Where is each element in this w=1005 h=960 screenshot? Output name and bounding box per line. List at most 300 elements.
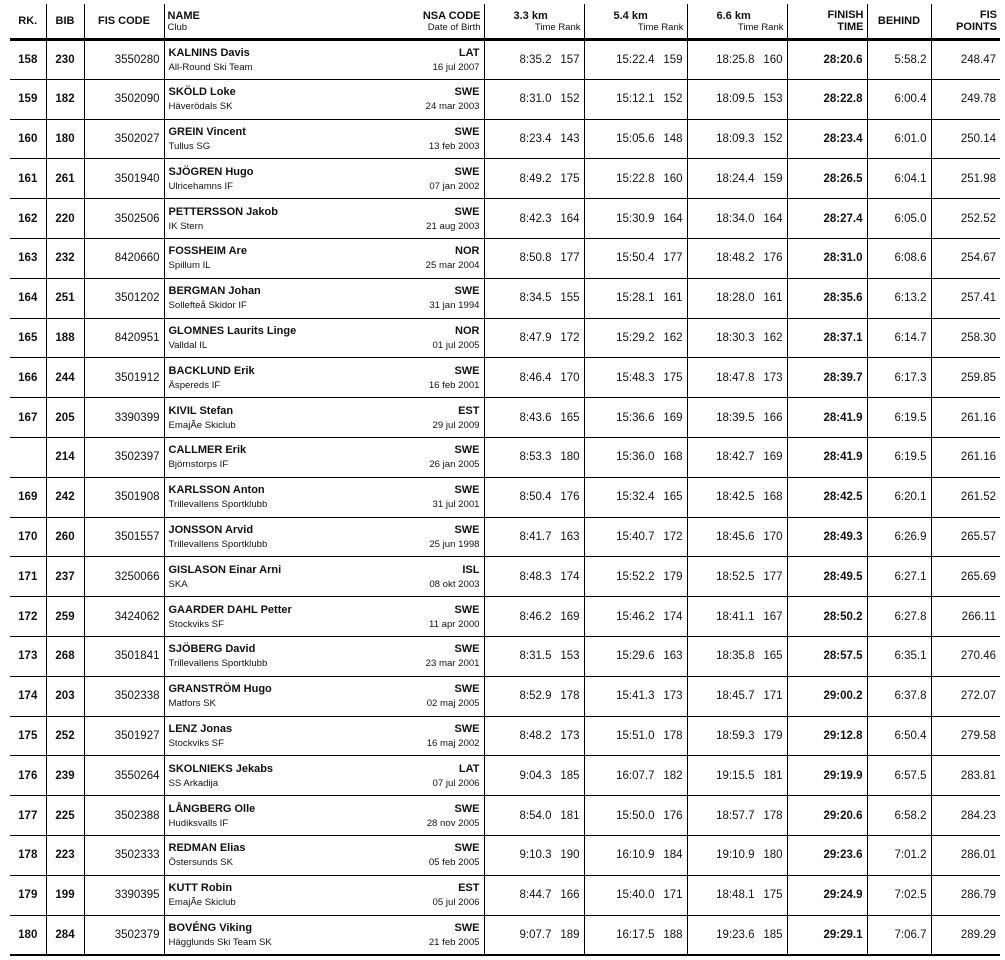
split3-time: 18:09.5	[716, 93, 755, 106]
split3-time: 18:59.3	[716, 729, 755, 742]
behind-cell: 6:04.1	[867, 159, 931, 199]
rank-cell: 178	[10, 835, 46, 875]
split3-time: 18:41.1	[716, 610, 755, 623]
behind-cell: 6:58.2	[867, 796, 931, 836]
date-of-birth: 07 jul 2006	[432, 777, 480, 789]
finish-time-cell: 28:20.6	[787, 40, 867, 80]
split3-time: 18:42.7	[716, 451, 755, 464]
athlete-name: GAARDER DAHL Petter	[168, 603, 292, 616]
athlete-name: KUTT Robin	[168, 882, 233, 895]
date-of-birth: 01 jul 2005	[432, 339, 480, 351]
athlete-name: SJÖBERG David	[168, 643, 256, 656]
split2-cell	[584, 636, 687, 676]
split2-time: 15:50.4	[616, 252, 655, 265]
athlete-name: KALNINS Davis	[168, 46, 250, 59]
fis-points-cell: 249.78	[931, 79, 1000, 119]
nsa-code: SWE	[454, 86, 480, 99]
split2-time: 15:51.0	[616, 729, 655, 742]
athlete-name: GISLASON Einar Arni	[168, 563, 282, 576]
header-points-label: POINTS	[956, 21, 997, 33]
split1-cell	[484, 119, 584, 159]
athlete-name: SKÖLD Loke	[168, 86, 236, 99]
fis-code-cell: 3502090	[84, 79, 164, 119]
split2-rank: 182	[663, 769, 683, 782]
split1-rank: 170	[560, 371, 580, 384]
date-of-birth: 16 maj 2002	[426, 737, 480, 749]
rank-cell: 160	[10, 119, 46, 159]
header-split1-sub: Time Rank	[534, 21, 581, 33]
split2-time: 15:46.2	[616, 610, 655, 623]
bib-cell: 223	[46, 835, 84, 875]
split2-rank: 152	[663, 93, 683, 106]
split3-cell	[687, 796, 787, 836]
rank-cell: 170	[10, 517, 46, 557]
club-name: Sollefteå Skidor IF	[168, 300, 247, 312]
nsa-code: NOR	[455, 245, 480, 258]
split2-rank: 169	[663, 411, 683, 424]
behind-cell: 5:58.2	[867, 40, 931, 80]
fis-code-cell: 3502027	[84, 119, 164, 159]
header-nsa-label: NSA CODE	[422, 9, 481, 22]
split2-time: 15:41.3	[616, 690, 655, 703]
date-of-birth: 28 nov 2005	[426, 817, 480, 829]
split1-cell	[484, 318, 584, 358]
split1-rank: 143	[560, 132, 580, 145]
split3-time: 18:42.5	[716, 491, 755, 504]
date-of-birth: 11 apr 2000	[429, 618, 480, 630]
athlete-name: BOVÉNG Viking	[168, 921, 253, 934]
header-fis-code	[84, 4, 164, 40]
split2-time: 15:32.4	[616, 491, 655, 504]
split1-cell	[484, 517, 584, 557]
split1-rank: 153	[560, 650, 580, 663]
split2-time: 15:52.2	[616, 570, 655, 583]
split3-rank: 153	[763, 93, 783, 106]
club-name: SKA	[168, 578, 188, 590]
split1-time: 8:31.5	[519, 650, 552, 663]
club-name: EmajÃe Skiclub	[168, 419, 236, 431]
split3-cell	[687, 477, 787, 517]
fis-code-cell: 3550264	[84, 756, 164, 796]
split3-cell	[687, 557, 787, 597]
split2-cell	[584, 676, 687, 716]
header-finish	[787, 4, 867, 40]
fis-code-cell: 3250066	[84, 557, 164, 597]
split3-rank: 159	[763, 172, 783, 185]
rank-cell: 173	[10, 636, 46, 676]
fis-code-cell: 3390399	[84, 398, 164, 438]
split2-time: 15:29.6	[616, 650, 655, 663]
split2-cell	[584, 278, 687, 318]
behind-cell: 7:02.5	[867, 875, 931, 915]
split1-time: 9:04.3	[519, 769, 552, 782]
header-bib	[46, 4, 84, 40]
split3-cell	[687, 636, 787, 676]
split1-cell	[484, 437, 584, 477]
club-name: Trillevallens Sportklubb	[168, 499, 268, 511]
split1-rank: 185	[560, 769, 580, 782]
split1-rank: 174	[560, 570, 580, 583]
fis-code-cell: 3501908	[84, 477, 164, 517]
table-row	[10, 477, 1000, 517]
results-table	[10, 4, 1000, 956]
fis-points-cell: 258.30	[931, 318, 1000, 358]
fis-points-cell: 252.52	[931, 199, 1000, 239]
split1-rank: 178	[560, 690, 580, 703]
date-of-birth: 05 jul 2006	[432, 897, 480, 909]
header-finish-label: FINISH	[827, 9, 864, 21]
date-of-birth: 05 feb 2005	[428, 857, 480, 869]
athlete-cell	[164, 119, 484, 159]
finish-time-cell: 28:37.1	[787, 318, 867, 358]
split2-time: 16:17.5	[616, 928, 655, 941]
table-row	[10, 915, 1000, 955]
athlete-cell	[164, 875, 484, 915]
club-name: Trillevallens Sportklubb	[168, 538, 268, 550]
split3-rank: 160	[763, 53, 783, 66]
fis-points-cell: 251.98	[931, 159, 1000, 199]
rank-cell: 175	[10, 716, 46, 756]
split2-rank: 163	[663, 650, 683, 663]
date-of-birth: 02 maj 2005	[426, 698, 480, 710]
split2-time: 15:12.1	[616, 93, 655, 106]
split1-cell	[484, 835, 584, 875]
rank-cell: 163	[10, 238, 46, 278]
table-row	[10, 119, 1000, 159]
split2-rank: 175	[663, 371, 683, 384]
split1-time: 8:48.3	[519, 570, 552, 583]
rank-cell: 166	[10, 358, 46, 398]
split1-time: 9:07.7	[519, 928, 552, 941]
split3-cell	[687, 875, 787, 915]
split3-cell	[687, 79, 787, 119]
split3-cell	[687, 915, 787, 955]
club-name: Äspereds IF	[168, 379, 221, 391]
finish-time-cell: 29:12.8	[787, 716, 867, 756]
split1-time: 8:31.0	[519, 93, 552, 106]
date-of-birth: 23 mar 2001	[425, 658, 480, 670]
split1-cell	[484, 79, 584, 119]
split3-time: 18:09.3	[716, 132, 755, 145]
split1-rank: 175	[560, 172, 580, 185]
bib-cell: 242	[46, 477, 84, 517]
nsa-code: LAT	[458, 762, 480, 775]
split3-rank: 164	[763, 212, 783, 225]
split2-cell	[584, 477, 687, 517]
behind-cell: 6:57.5	[867, 756, 931, 796]
fis-points-cell: 279.58	[931, 716, 1000, 756]
split2-rank: 148	[663, 132, 683, 145]
split1-time: 8:34.5	[519, 292, 552, 305]
nsa-code: SWE	[454, 484, 480, 497]
nsa-code: SWE	[454, 683, 480, 696]
split3-time: 18:45.6	[716, 530, 755, 543]
behind-cell: 6:26.9	[867, 517, 931, 557]
finish-time-cell: 28:23.4	[787, 119, 867, 159]
athlete-cell	[164, 557, 484, 597]
club-name: Östersunds SK	[168, 857, 234, 869]
split1-rank: 180	[560, 451, 580, 464]
split3-time: 18:34.0	[716, 212, 755, 225]
split3-time: 18:25.8	[716, 53, 755, 66]
fis-points-cell: 270.46	[931, 636, 1000, 676]
athlete-name: LENZ Jonas	[168, 722, 233, 735]
table-row	[10, 875, 1000, 915]
athlete-cell	[164, 278, 484, 318]
bib-cell: 182	[46, 79, 84, 119]
header-club-label: Club	[167, 21, 188, 33]
split3-cell	[687, 437, 787, 477]
split2-cell	[584, 716, 687, 756]
athlete-cell	[164, 437, 484, 477]
split1-cell	[484, 40, 584, 80]
split2-rank: 179	[663, 570, 683, 583]
behind-cell: 6:00.4	[867, 79, 931, 119]
split1-time: 8:46.4	[519, 371, 552, 384]
date-of-birth: 24 mar 2003	[425, 101, 480, 113]
club-name: Valldal IL	[168, 339, 208, 351]
fis-code-cell: 3424062	[84, 597, 164, 637]
header-split2	[584, 4, 687, 40]
finish-time-cell: 29:24.9	[787, 875, 867, 915]
behind-cell: 6:13.2	[867, 278, 931, 318]
fis-points-cell: 250.14	[931, 119, 1000, 159]
split3-cell	[687, 597, 787, 637]
fis-points-cell: 257.41	[931, 278, 1000, 318]
fis-code-cell: 3501557	[84, 517, 164, 557]
finish-time-cell: 28:49.5	[787, 557, 867, 597]
split3-cell	[687, 756, 787, 796]
header-behind-label: BEHIND	[877, 15, 921, 27]
table-row	[10, 358, 1000, 398]
split1-cell	[484, 597, 584, 637]
split2-cell	[584, 119, 687, 159]
bib-cell: 244	[46, 358, 84, 398]
split1-cell	[484, 238, 584, 278]
athlete-cell	[164, 676, 484, 716]
nsa-code: SWE	[454, 444, 480, 457]
split2-rank: 172	[663, 530, 683, 543]
rank-cell: 174	[10, 676, 46, 716]
fis-points-cell: 261.52	[931, 477, 1000, 517]
nsa-code: SWE	[454, 603, 480, 616]
split1-cell	[484, 199, 584, 239]
header-name	[164, 4, 484, 40]
nsa-code: NOR	[455, 324, 480, 337]
finish-time-cell: 28:57.5	[787, 636, 867, 676]
split2-rank: 188	[663, 928, 683, 941]
finish-time-cell: 28:41.9	[787, 398, 867, 438]
header-split3	[687, 4, 787, 40]
split2-cell	[584, 79, 687, 119]
table-row	[10, 318, 1000, 358]
split1-rank: 155	[560, 292, 580, 305]
split2-time: 15:05.6	[616, 132, 655, 145]
table-row	[10, 278, 1000, 318]
athlete-cell	[164, 238, 484, 278]
nsa-code: SWE	[454, 125, 480, 138]
table-row	[10, 398, 1000, 438]
athlete-cell	[164, 159, 484, 199]
split3-rank: 162	[763, 331, 783, 344]
rank-cell: 176	[10, 756, 46, 796]
rank-cell: 180	[10, 915, 46, 955]
table-row	[10, 238, 1000, 278]
split3-time: 19:23.6	[716, 928, 755, 941]
split3-rank: 178	[763, 809, 783, 822]
athlete-cell	[164, 398, 484, 438]
split1-cell	[484, 398, 584, 438]
fis-points-cell: 272.07	[931, 676, 1000, 716]
behind-cell: 6:14.7	[867, 318, 931, 358]
split2-time: 15:36.0	[616, 451, 655, 464]
split2-cell	[584, 835, 687, 875]
bib-cell: 237	[46, 557, 84, 597]
rank-cell: 167	[10, 398, 46, 438]
club-name: Trillevallens Sportklubb	[168, 658, 268, 670]
nsa-code: SWE	[454, 285, 480, 298]
athlete-name: BACKLUND Erik	[168, 364, 255, 377]
nsa-code: SWE	[454, 523, 480, 536]
split3-rank: 180	[763, 849, 783, 862]
split1-rank: 189	[560, 928, 580, 941]
split1-rank: 176	[560, 491, 580, 504]
split3-rank: 161	[763, 292, 783, 305]
split2-cell	[584, 238, 687, 278]
finish-time-cell: 28:50.2	[787, 597, 867, 637]
club-name: EmajÃe Skiclub	[168, 897, 236, 909]
bib-cell: 180	[46, 119, 84, 159]
split1-time: 8:49.2	[519, 172, 552, 185]
results-sheet	[10, 4, 1000, 956]
finish-time-cell: 28:41.9	[787, 437, 867, 477]
athlete-cell	[164, 358, 484, 398]
rank-cell: 159	[10, 79, 46, 119]
header-rank-label: RK.	[18, 15, 38, 27]
bib-cell: 239	[46, 756, 84, 796]
behind-cell: 6:27.8	[867, 597, 931, 637]
finish-time-cell: 29:00.2	[787, 676, 867, 716]
athlete-cell	[164, 915, 484, 955]
split1-time: 8:35.2	[519, 53, 552, 66]
header-split2-label: 5.4 km	[613, 9, 648, 22]
split1-time: 8:43.6	[519, 411, 552, 424]
split3-time: 18:28.0	[716, 292, 755, 305]
date-of-birth: 26 jan 2005	[429, 459, 480, 471]
split2-rank: 171	[663, 889, 683, 902]
athlete-cell	[164, 756, 484, 796]
finish-time-cell: 28:27.4	[787, 199, 867, 239]
club-name: Stockviks SF	[168, 618, 224, 630]
split2-cell	[584, 875, 687, 915]
club-name: Ulricehamns IF	[168, 180, 234, 192]
split3-time: 18:24.4	[716, 172, 755, 185]
rank-cell: 169	[10, 477, 46, 517]
date-of-birth: 29 jul 2009	[432, 419, 480, 431]
split3-time: 19:10.9	[716, 849, 755, 862]
bib-cell: 220	[46, 199, 84, 239]
nsa-code: SWE	[454, 364, 480, 377]
athlete-name: SJÖGREN Hugo	[168, 165, 254, 178]
finish-time-cell: 29:19.9	[787, 756, 867, 796]
split1-time: 8:44.7	[519, 889, 552, 902]
finish-time-cell: 28:26.5	[787, 159, 867, 199]
table-row	[10, 159, 1000, 199]
split1-time: 8:48.2	[519, 729, 552, 742]
split2-time: 15:36.6	[616, 411, 655, 424]
split3-time: 18:45.7	[716, 690, 755, 703]
table-row	[10, 636, 1000, 676]
split1-time: 8:52.9	[519, 690, 552, 703]
split3-rank: 185	[763, 928, 783, 941]
split3-time: 18:57.7	[716, 809, 755, 822]
club-name: Matfors SK	[168, 698, 216, 710]
athlete-cell	[164, 79, 484, 119]
table-row	[10, 199, 1000, 239]
fis-code-cell: 3502388	[84, 796, 164, 836]
split2-time: 15:48.3	[616, 371, 655, 384]
split2-time: 15:30.9	[616, 212, 655, 225]
split2-time: 15:28.1	[616, 292, 655, 305]
bib-cell: 261	[46, 159, 84, 199]
nsa-code: SWE	[454, 921, 480, 934]
split3-rank: 176	[763, 252, 783, 265]
split2-cell	[584, 398, 687, 438]
header-fis-code-label: FIS CODE	[98, 15, 150, 27]
split3-cell	[687, 238, 787, 278]
split3-time: 18:39.5	[716, 411, 755, 424]
split2-cell	[584, 756, 687, 796]
fis-code-cell: 3390395	[84, 875, 164, 915]
finish-time-cell: 29:20.6	[787, 796, 867, 836]
split1-rank: 166	[560, 889, 580, 902]
table-row	[10, 716, 1000, 756]
split2-rank: 160	[663, 172, 683, 185]
split1-rank: 165	[560, 411, 580, 424]
header-fis-points	[931, 4, 1000, 40]
split1-time: 8:53.3	[519, 451, 552, 464]
split2-time: 15:50.0	[616, 809, 655, 822]
rank-cell: 172	[10, 597, 46, 637]
split2-rank: 178	[663, 729, 683, 742]
split3-rank: 173	[763, 371, 783, 384]
header-rank	[10, 4, 46, 40]
fis-points-cell: 261.16	[931, 398, 1000, 438]
behind-cell: 7:06.7	[867, 915, 931, 955]
split2-rank: 177	[663, 252, 683, 265]
behind-cell: 6:20.1	[867, 477, 931, 517]
split1-cell	[484, 557, 584, 597]
nsa-code: SWE	[454, 802, 480, 815]
bib-cell: 268	[46, 636, 84, 676]
split1-rank: 172	[560, 331, 580, 344]
split3-rank: 166	[763, 411, 783, 424]
split1-rank: 181	[560, 809, 580, 822]
fis-code-cell: 8420660	[84, 238, 164, 278]
nsa-code: ISL	[462, 563, 480, 576]
club-name: SS Arkadija	[168, 777, 219, 789]
split1-cell	[484, 756, 584, 796]
fis-code-cell: 3502333	[84, 835, 164, 875]
split3-rank: 170	[763, 530, 783, 543]
nsa-code: EST	[458, 882, 480, 895]
behind-cell: 6:19.5	[867, 437, 931, 477]
fis-points-cell: 265.57	[931, 517, 1000, 557]
split3-cell	[687, 318, 787, 358]
split2-cell	[584, 199, 687, 239]
split2-cell	[584, 318, 687, 358]
header-split3-sub: Time Rank	[737, 21, 784, 33]
